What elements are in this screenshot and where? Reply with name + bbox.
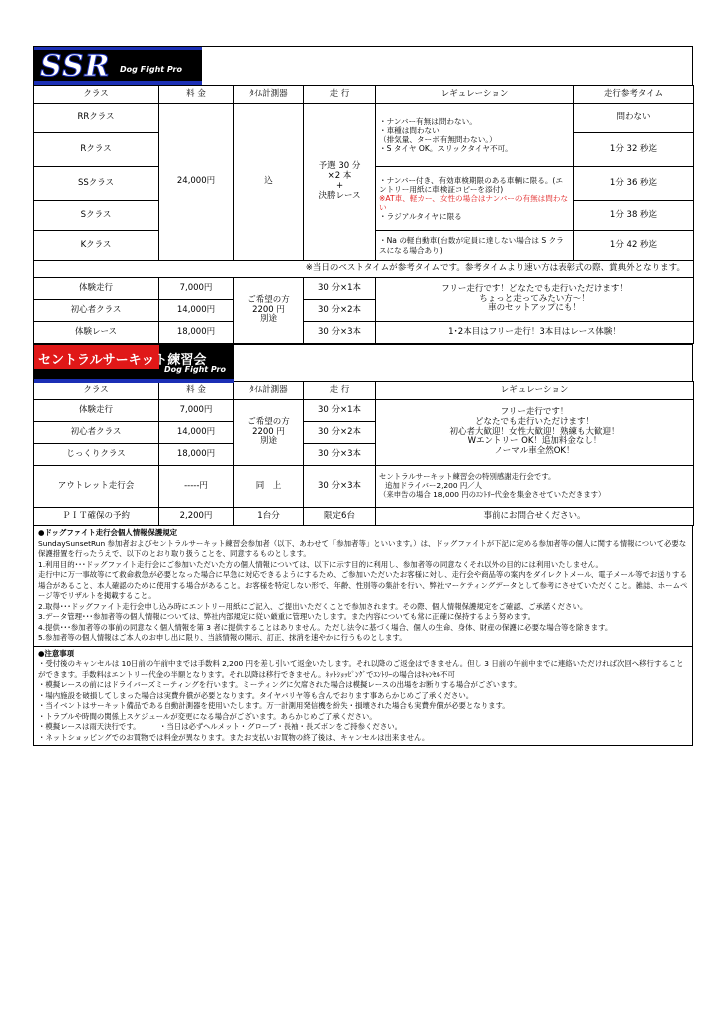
ref-time: 1分 42 秒迄 xyxy=(574,231,694,261)
reg-line: ・ナンバー有無は問わない。 xyxy=(379,116,477,126)
reg-line: ・車種は問わない xyxy=(379,125,440,135)
class-name: じっくりクラス xyxy=(34,444,159,466)
class-name: 体験走行 xyxy=(34,278,159,300)
run: 30 分×1本 xyxy=(304,400,376,422)
header-run: 走 行 xyxy=(304,382,376,400)
class-name: Kクラス xyxy=(34,231,159,261)
header-run: 走 行 xyxy=(304,86,376,104)
race-regulation: 1･2本目はフリー走行！3本目はレース体験！ xyxy=(376,322,694,344)
regulation-b xyxy=(376,167,574,231)
central-logo-subtitle: Dog Fight Pro xyxy=(164,365,226,374)
class-name: 初心者クラス xyxy=(34,422,159,444)
run: 30 分×3本 xyxy=(304,322,376,344)
ssr-table xyxy=(33,85,694,344)
fee: 7,000円 xyxy=(159,400,234,422)
timer-line: 2200 円 xyxy=(252,304,285,315)
ssr-logo xyxy=(34,47,202,84)
class-name: SSクラス xyxy=(34,167,159,201)
central-banner xyxy=(33,344,693,381)
run: 30 分×2本 xyxy=(304,300,376,322)
timer-line: 2200 円 xyxy=(252,426,285,437)
run: 限定6台 xyxy=(304,508,376,526)
reg-line: ノーマル車全然OK！ xyxy=(494,446,575,457)
reg-line: ・S タイヤ OK。スリックタイヤ不可。 xyxy=(379,144,513,154)
note-line: ・当イベントはサーキット備品である自動計測器を使用いたします。万一計測用発信機を紛失・損壊された場合も実費弁償が必要となります。 xyxy=(38,701,510,711)
ssr-logo-title: SSR xyxy=(40,49,111,84)
outlet-regulation xyxy=(376,466,694,508)
regulation-a xyxy=(376,104,574,167)
fee: 7,000円 xyxy=(159,278,234,300)
reg-line: ・ナンバー付き、有効車検期限のある車輌に限る。(エントリー用紙に車検証コピーを添付) xyxy=(379,175,563,194)
ssr-header-row xyxy=(34,86,694,104)
central-regulation xyxy=(376,400,694,466)
timer-line: 別途 xyxy=(259,436,277,447)
header-ref-time: 走行参考タイム xyxy=(574,86,694,104)
timer: 同 上 xyxy=(234,466,304,508)
notes-title: ●注意事項 xyxy=(38,648,75,658)
experience-regulation xyxy=(376,278,694,322)
run-line: 決勝レース xyxy=(318,190,361,201)
ssr-fee: 24,000円 xyxy=(159,104,234,261)
run: 30 分×1本 xyxy=(304,278,376,300)
privacy-paragraph: 2.取得･･･ドッグファイト走行会申し込み時にエントリー用紙にご記入、ご提出いただくことで参加されます。その際、個人情報保護規定をご確認、ご承諾ください。 xyxy=(38,601,588,611)
reg-line: （来申告の場合 18,000 円のｴﾝﾄﾘｰ代金を集金させていただきます） xyxy=(379,489,606,499)
header-regulation: レギュレーション xyxy=(376,382,694,400)
reg-line: フリー走行です！どなたでも走行いただけます！ xyxy=(441,283,628,294)
privacy-paragraph: 5.参加者等の個人情報はご本人のお申し出に限り、当該情報の開示、訂正、抹消を速やかに行うものとします。 xyxy=(38,633,407,643)
class-name: RRクラス xyxy=(34,104,159,133)
run: 30 分×2本 xyxy=(304,422,376,444)
ssr-note: ※当日のベストタイムが参考タイムです。参考タイムより速い方は表彰式の際、賞典外となります。 xyxy=(34,261,694,278)
timer-option xyxy=(234,278,304,344)
timer-line: 別途 xyxy=(259,314,277,325)
regulation-c: ・Na の軽自動車(台数が定員に達しない場合は S クラスになる場合あり) xyxy=(376,231,574,261)
privacy-title: ●ドッグファイト走行会個人情報保護規定 xyxy=(38,528,178,537)
privacy-paragraph: 1.利用目的･･･ドッグファイト走行会にご参加いただいた方の個人情報については、以下に示す目的に利用し、参加者等の同意なくそれ以外の目的には利用いたしません。 xyxy=(38,559,603,569)
note-line: ・ネットショッピングでのお買物では料金が異なります。またお支払いお買物の終了後は、キャンセルは出来ません。 xyxy=(38,732,430,742)
run: 30 分×3本 xyxy=(304,466,376,508)
header-class: クラス xyxy=(34,86,159,104)
note-line: ・受付後のキャンセルは 10日前の午前中までは手数料 2,200 円を差し引いて返金いたします。それ以降のご返金はできません。但し 3 日前の午前中までに連絡いただければ次回へ移行することができます。手数料はエントリー代金の半額となります。それ以降は移行できません。ﾈｯﾄｼｮｯﾋﾟﾝｸﾞでｴﾝﾄﾘｰの場合はｷｬﾝｾﾙ不可 xyxy=(38,659,684,679)
timer-option xyxy=(234,400,304,466)
fee: 2,200円 xyxy=(159,508,234,526)
ssr-timer: 込 xyxy=(234,104,304,261)
header-fee: 料 金 xyxy=(159,86,234,104)
fee: 14,000円 xyxy=(159,300,234,322)
ssr-banner xyxy=(33,46,693,85)
fee: 18,000円 xyxy=(159,322,234,344)
reg-line: ・ラジアルタイヤに限る xyxy=(379,212,462,222)
table-row xyxy=(34,104,694,133)
reg-line: 初心者大歓迎！女性大歓迎！熟練も大歓迎！ xyxy=(449,426,620,437)
timer-line: ご希望の方 xyxy=(247,416,290,427)
ssr-logo-subtitle: Dog Fight Pro xyxy=(120,65,182,74)
fee: -----円 xyxy=(159,466,234,508)
class-name: 体験レース xyxy=(34,322,159,344)
note-line: ・模擬レースは雨天決行です。 ・当日は必ずヘルメット・グローブ・長袖・長ズボンをご持参ください。 xyxy=(38,722,402,732)
class-name: Rクラス xyxy=(34,133,159,167)
run-line: + xyxy=(335,181,344,191)
fee: 18,000円 xyxy=(159,444,234,466)
ref-time: 問わない xyxy=(574,104,694,133)
central-logo-title: セントラルサーキット練習会 xyxy=(38,353,207,368)
privacy-paragraph: 走行中に万一事故等にて救命救急が必要となった場合に早急に対応できるようにするため、ご参加いただいたお客様に対し、走行会や商品等の案内をダイレクトメール、電子メール等でお送りする場合があること、本人確認のために使用する場合があること。お客様を特定しない形で、年齢、性別等の集計を行い、弊社マーケティングデータとして参考にさせていただくこと。雑誌、ホームページ等でリザルトを掲載すること。 xyxy=(38,570,688,601)
central-logo xyxy=(34,345,234,379)
flyer-page xyxy=(33,46,693,746)
class-name: Sクラス xyxy=(34,201,159,231)
run: 30 分×3本 xyxy=(304,444,376,466)
table-row xyxy=(34,278,694,300)
reg-line: どなたでも走行いただけます！ xyxy=(474,416,594,427)
reg-line: Wエントリー OK！追加料金なし！ xyxy=(467,436,602,447)
pit-regulation: 事前にお問合せください。 xyxy=(376,508,694,526)
reg-line-red: ※AT車、軽カー、女性の場合はナンバーの有無は問わない xyxy=(379,193,569,213)
ref-time: 1分 36 秒迄 xyxy=(574,167,694,201)
timer: 1台分 xyxy=(234,508,304,526)
central-header-row xyxy=(34,382,694,400)
note-line: ・模擬レースの前にはドライバーズミーティングを行います。ミーティングに欠席された場合は模擬レースの出場をお断りする場合がございます。 xyxy=(38,680,522,690)
header-class: クラス xyxy=(34,382,159,400)
run-line: 予選 30 分 xyxy=(318,161,361,172)
class-name: 体験走行 xyxy=(34,400,159,422)
run-line: ×2 本 xyxy=(327,171,352,182)
reg-line: フリー走行です！ xyxy=(500,407,569,418)
notes-section xyxy=(33,647,693,747)
table-row xyxy=(34,508,694,526)
header-fee: 料 金 xyxy=(159,382,234,400)
privacy-section xyxy=(33,526,693,647)
table-row xyxy=(34,400,694,422)
header-timer: ﾀｲﾑ計測器 xyxy=(234,382,304,400)
reg-line: 車のセットアップにも！ xyxy=(488,303,581,314)
reg-line: ちょっと走ってみたい方～！ xyxy=(479,293,590,304)
class-name: アウトレット走行会 xyxy=(34,466,159,508)
ssr-run xyxy=(304,104,376,261)
table-row xyxy=(34,466,694,508)
privacy-paragraph: SundaySunsetRun 参加者およびセントラルサーキット練習会参加者（以下、あわせて「参加者等」といいます。）は、ドッグファイトが下記に定める参加者等の個人に関する情報について必要な保護措置を行ったうえで、以下のとおり取り扱うことを、同意するものとします。 xyxy=(38,538,687,559)
privacy-paragraph: 4.提供･･･参加者等の事前の同意なく個人情報を第 3 者に提供することはありません。ただし法令に基づく場合、個人の生命、身体、財産の保護に必要な場合等を除きます。 xyxy=(38,622,613,632)
table-row xyxy=(34,322,694,344)
note-line: ・場内施設を破損してしまった場合は実費弁償が必要となります。タイヤバリヤ等も含んでおります事あらかじめご了承ください。 xyxy=(38,690,474,700)
header-timer: ﾀｲﾑ計測器 xyxy=(234,86,304,104)
reg-line: 追加ドライバー2,200 円／人 xyxy=(385,481,483,491)
ref-time: 1分 32 秒迄 xyxy=(574,133,694,167)
ssr-note-row xyxy=(34,261,694,278)
header-regulation: レギュレーション xyxy=(376,86,574,104)
class-name: 初心者クラス xyxy=(34,300,159,322)
class-name: ＰＩＴ確保の予約 xyxy=(34,508,159,526)
privacy-paragraph: 3.データ管理･･･参加者等の個人情報については、弊社内部規定に従い厳重に管理いたします。また内容についても常に正確に保持するよう努めます。 xyxy=(38,612,536,622)
reg-line: セントラルサーキット練習会の特別感謝走行会です。 xyxy=(379,472,556,482)
fee: 14,000円 xyxy=(159,422,234,444)
reg-line: （排気量、ターボ有無問わない。） xyxy=(379,135,497,144)
ref-time: 1分 38 秒迄 xyxy=(574,201,694,231)
note-line: ・トラブルや時間の関係上スケジュールが変更になる場合がございます。あらかじめご了承ください。 xyxy=(38,711,377,721)
timer-line: ご希望の方 xyxy=(247,294,290,305)
central-table xyxy=(33,381,694,526)
